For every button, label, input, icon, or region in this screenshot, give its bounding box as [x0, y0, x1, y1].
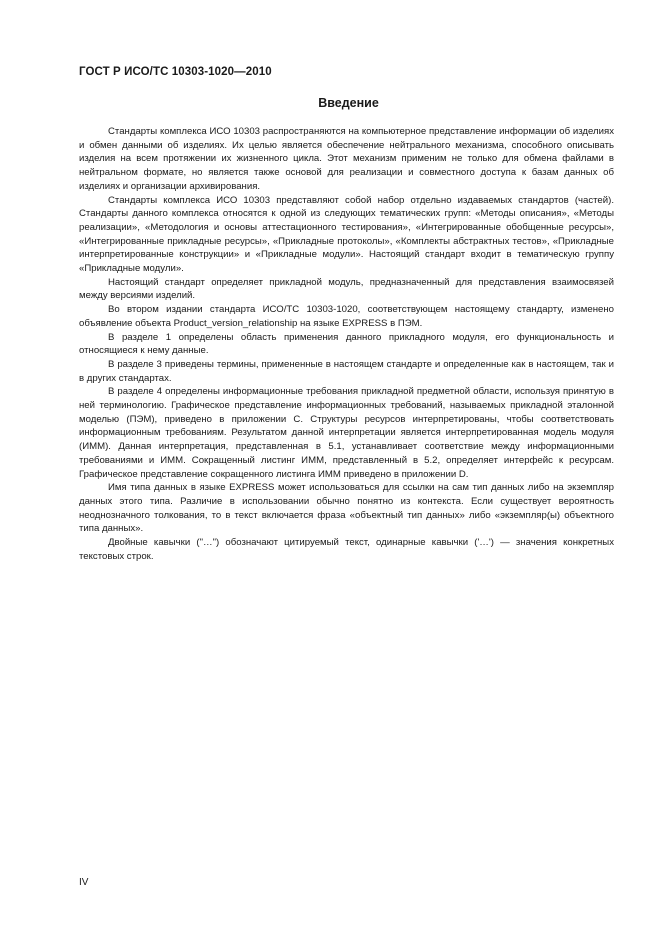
document-header: ГОСТ Р ИСО/ТС 10303-1020—2010	[79, 66, 272, 78]
paragraph: Двойные кавычки ("…") обозначают цитируемый текст, одинарные кавычки ('…') — значения конкретных текстовых строк.	[79, 537, 614, 562]
page-number: IV	[79, 877, 89, 888]
paragraph: Настоящий стандарт определяет прикладной модуль, предназначенный для представления взаимосвязей между версиями изделий.	[79, 276, 614, 302]
paragraph: В разделе 1 определены область применения данного прикладного модуля, его функциональность и относящиеся к нему данные.	[79, 331, 614, 357]
paragraph: Имя типа данных в языке EXPRESS может использоваться для ссылки на сам тип данных либо на экземпляр данных этого типа. Различие в использовании обычно понятно из контекста. Если существует вероятность неоднозначного толкования, то в текст включается фраза «объектный тип данных» либо «экземпляр(ы) объектного типа данных».	[79, 482, 614, 535]
paragraph: В разделе 4 определены информационные требования прикладной предметной области, используя принятую в ней терминологию. Графическое представление информационных требований, называемых прикладной эталонной моделью (ПЭМ), приведено в приложении С. Структуры ресурсов интерпретированы, чтобы соответствовать информационным требованиям. Результатом данной интерпретации является интерпретированная модель модуля (ИММ). Данная интерпретация, представленная в 5.1, устанавливает соответствие между информационными требованиями и ИММ. Сокращенный листинг ИММ, представленный в 5.2, определяет интерфейс к ресурсам. Графическое представление сокращенного листинга ИММ приведено в приложении D.	[79, 386, 614, 480]
paragraph: Во втором издании стандарта ИСО/ТС 10303-1020, соответствующем настоящему стандарту, изменено объявление объекта Product_version_relationship на языке EXPRESS в ПЭМ.	[79, 304, 614, 329]
paragraph: Стандарты комплекса ИСО 10303 распространяются на компьютерное представление информации об изделиях и обмен данными об изделиях. Их целью является обеспечение нейтрального механизма, способного описывать изделия на всем протяжении их жизненного цикла. Этот механизм применим не только для обмена файлами в нейтральном формате, но является также основой для реализации и совместного доступа к базам данных об изделиях и организации архивирования.	[79, 126, 614, 192]
section-title: Введение	[318, 96, 379, 110]
paragraph: Стандарты комплекса ИСО 10303 представляют собой набор отдельно издаваемых стандартов (частей). Стандарты данного комплекса относятся к одной из следующих тематических групп: «Методы описания», «Методы реализации», «Методология и основы аттестационного тестирования», «Интегрированные обобщенные ресурсы», «Интегрированные прикладные ресурсы», «Прикладные протоколы», «Комплекты абстрактных тестов», «Прикладные интерпретированные конструкции» и «Прикладные модули». Настоящий стандарт входит в тематическую группу «Прикладные модули».	[79, 194, 614, 275]
body-text	[79, 125, 614, 564]
paragraph: В разделе 3 приведены термины, примененные в настоящем стандарте и определенные как в настоящем, так и в других стандартах.	[79, 358, 614, 384]
